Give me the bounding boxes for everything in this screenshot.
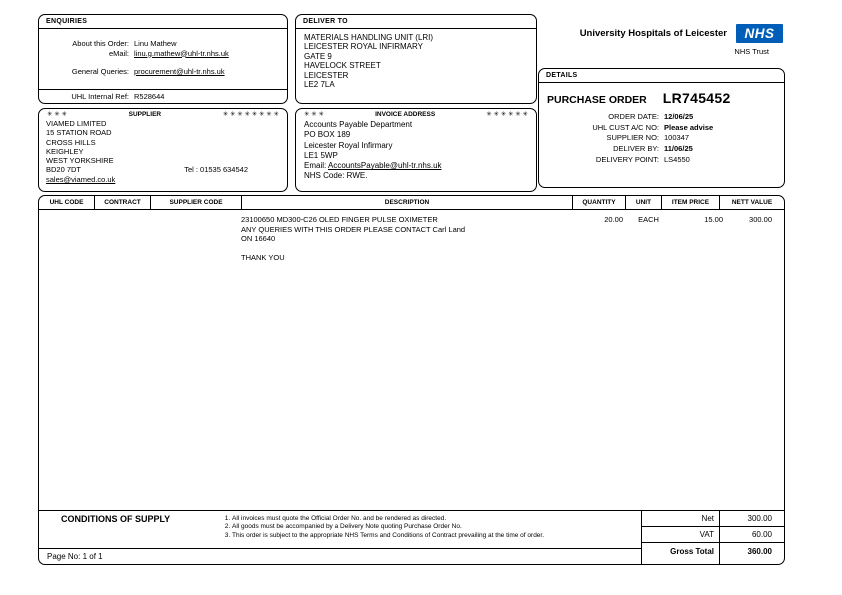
supplier-telephone: Tel : 01535 634542 <box>184 165 248 175</box>
supplier-line: CROSS HILLS <box>46 137 96 147</box>
supplier-no-value: 100347 <box>664 133 690 143</box>
vat-value: 60.00 <box>751 530 772 539</box>
deliver-to-line: MATERIALS HANDLING UNIT (LRI) <box>304 33 434 42</box>
purchase-order-row <box>539 83 784 111</box>
uhl-internal-ref-row <box>39 89 287 105</box>
enquiries-content <box>39 29 287 104</box>
cell-supplier-code <box>149 215 239 510</box>
order-date-row <box>539 111 784 122</box>
column-header-unit: UNIT <box>626 196 662 209</box>
supplier-line: KEIGHLEY <box>46 146 84 156</box>
supplier-line: WEST YORKSHIRE <box>46 156 114 166</box>
invoice-line: LE1 5WP <box>304 150 338 160</box>
nhs-logo: NHS <box>736 24 783 43</box>
enquiries-email-link[interactable]: linu.g.mathew@uhl-tr.nhs.uk <box>134 48 229 58</box>
conditions-area <box>39 511 641 564</box>
net-value: 300.00 <box>747 514 772 523</box>
vat-label: VAT <box>642 527 720 542</box>
decor-asterisks-icon: ✳ ✳ ✳ <box>304 111 324 118</box>
supplier-no-label: SUPPLIER NO: <box>606 133 659 143</box>
uhl-internal-ref-value: R528644 <box>134 91 165 101</box>
order-table-header <box>39 196 784 210</box>
about-order-label: About this Order: <box>72 39 129 48</box>
purchase-order-number: LR745452 <box>662 90 731 106</box>
invoice-nhs-code: NHS Code: RWE. <box>304 171 368 181</box>
uhl-internal-ref-label: UHL Internal Ref: <box>71 91 129 101</box>
deliver-to-box-label: DELIVER TO <box>296 15 536 29</box>
nhs-header-row <box>555 24 783 43</box>
description-line: 23100650 MD300-C26 OLED FINGER PULSE OXIMETER <box>241 215 438 224</box>
totals-box <box>641 511 784 564</box>
description-line: ON 16640 <box>241 234 276 243</box>
column-header-description: DESCRIPTION <box>242 196 573 209</box>
delivery-point-row <box>539 154 784 165</box>
invoice-line: Leicester Royal Infirmary <box>304 140 393 150</box>
delivery-point-value: LS4550 <box>664 155 690 165</box>
condition-item: 1. All invoices must quote the Official Order No. and be rendered as directed. <box>232 515 584 523</box>
order-table <box>38 195 785 565</box>
supplier-address <box>39 118 287 184</box>
table-footer <box>39 510 784 564</box>
invoice-address <box>296 118 536 182</box>
order-date-value: 12/06/25 <box>664 111 694 121</box>
column-header-nett-value: NETT VALUE <box>731 199 773 206</box>
supplier-line: VIAMED LIMITED <box>46 119 107 128</box>
cust-account-row <box>539 122 784 133</box>
enquiries-box <box>38 14 288 104</box>
general-queries-row <box>45 67 281 77</box>
deliver-to-address <box>296 29 536 89</box>
purchase-order-label: PURCHASE ORDER <box>547 94 647 106</box>
deliver-to-line: LE2 7LA <box>304 80 335 90</box>
deliver-by-label: DELIVER BY: <box>613 144 659 154</box>
deliver-to-line: HAVELOCK STREET <box>304 61 381 71</box>
details-fields <box>539 111 784 165</box>
condition-item: 3. This order is subject to the appropriate NHS Terms and Conditions of Contract prevailing at the time of order. <box>232 532 584 540</box>
supplier-postcode-row <box>46 165 280 174</box>
about-order-row <box>45 39 281 49</box>
column-header-quantity: QUANTITY <box>573 196 626 209</box>
deliver-by-value: 11/06/25 <box>664 144 693 154</box>
invoice-email-label: Email: <box>304 161 327 171</box>
condition-item: 2. All goods must be accompanied by a Delivery Note quoting Purchase Order No. <box>232 523 584 531</box>
description-line: ANY QUERIES WITH THIS ORDER PLEASE CONTACT Carl Land <box>241 224 466 234</box>
details-box-label: DETAILS <box>539 69 784 83</box>
cell-uhl-code <box>39 215 94 510</box>
order-date-label: ORDER DATE: <box>608 111 659 121</box>
invoice-address-box <box>295 108 537 192</box>
invoice-line: PO BOX 189 <box>304 130 351 140</box>
net-total-row <box>642 511 784 527</box>
invoice-box-header <box>296 109 536 118</box>
column-header-item-price: ITEM PRICE <box>662 196 720 209</box>
supplier-email-link[interactable]: sales@viamed.co.uk <box>46 174 116 184</box>
description-thank-you: THANK YOU <box>241 253 285 262</box>
about-order-value: Linu Mathew <box>134 39 177 48</box>
column-header-contract: CONTRACT <box>95 196 151 209</box>
invoice-email-link[interactable]: AccountsPayable@uhl-tr.nhs.uk <box>328 161 442 171</box>
deliver-by-row <box>539 143 784 154</box>
enquiries-email-row <box>45 49 281 59</box>
supplier-no-row <box>539 133 784 144</box>
supplier-box-header <box>39 109 287 118</box>
cell-nett-value: 300.00 <box>749 215 772 224</box>
general-queries-label: General Queries: <box>71 67 129 76</box>
gross-total-value: 360.00 <box>747 547 772 556</box>
decor-asterisks-icon: ✳ ✳ ✳ ✳ ✳ ✳ ✳ ✳ <box>222 111 279 118</box>
invoice-box-label: INVOICE ADDRESS <box>375 110 436 118</box>
deliver-to-box <box>295 14 537 104</box>
organisation-name: University Hospitals of Leicester <box>579 28 727 39</box>
gross-total-row <box>642 543 784 564</box>
deliver-to-line: GATE 9 <box>304 51 332 61</box>
cell-item-price: 15.00 <box>704 215 723 224</box>
conditions-list <box>219 515 584 548</box>
decor-asterisks-icon: ✳ ✳ ✳ <box>47 111 67 118</box>
cust-account-value: Please advise <box>664 122 714 132</box>
supplier-postcode: BD20 7DT <box>46 165 82 175</box>
nhs-header <box>555 24 783 56</box>
cell-quantity: 20.00 <box>604 215 623 224</box>
vat-total-row <box>642 527 784 543</box>
gross-total-label: Gross Total <box>642 543 720 564</box>
invoice-email-row <box>304 161 528 171</box>
cell-contract <box>94 215 149 510</box>
deliver-to-line: LEICESTER <box>304 70 349 80</box>
cust-account-label: UHL CUST A/C NO: <box>592 122 659 132</box>
nhs-trust-label: NHS Trust <box>734 47 769 56</box>
details-box <box>538 68 785 188</box>
supplier-line: 15 STATION ROAD <box>46 128 112 138</box>
cell-description <box>239 215 571 510</box>
enquiries-box-label: ENQUIRIES <box>39 15 287 29</box>
enquiries-email-label: eMail: <box>108 48 129 58</box>
invoice-line: Accounts Payable Department <box>304 120 413 129</box>
cell-unit: EACH <box>638 215 659 224</box>
decor-asterisks-icon: ✳ ✳ ✳ ✳ ✳ ✳ <box>486 111 528 118</box>
column-header-supplier-code: SUPPLIER CODE <box>151 196 242 209</box>
page-number: Page No: 1 of 1 <box>39 548 641 564</box>
deliver-to-line: LEICESTER ROYAL INFIRMARY <box>304 42 423 52</box>
order-line-row <box>39 210 784 510</box>
net-label: Net <box>642 511 720 526</box>
general-queries-email-link[interactable]: procurement@uhl-tr.nhs.uk <box>134 67 225 76</box>
column-header-uhl-code: UHL CODE <box>39 196 95 209</box>
supplier-box-label: SUPPLIER <box>128 110 162 118</box>
delivery-point-label: DELIVERY POINT: <box>595 155 659 165</box>
conditions-of-supply <box>39 511 641 548</box>
supplier-box <box>38 108 288 192</box>
conditions-title: CONDITIONS OF SUPPLY <box>61 514 171 524</box>
